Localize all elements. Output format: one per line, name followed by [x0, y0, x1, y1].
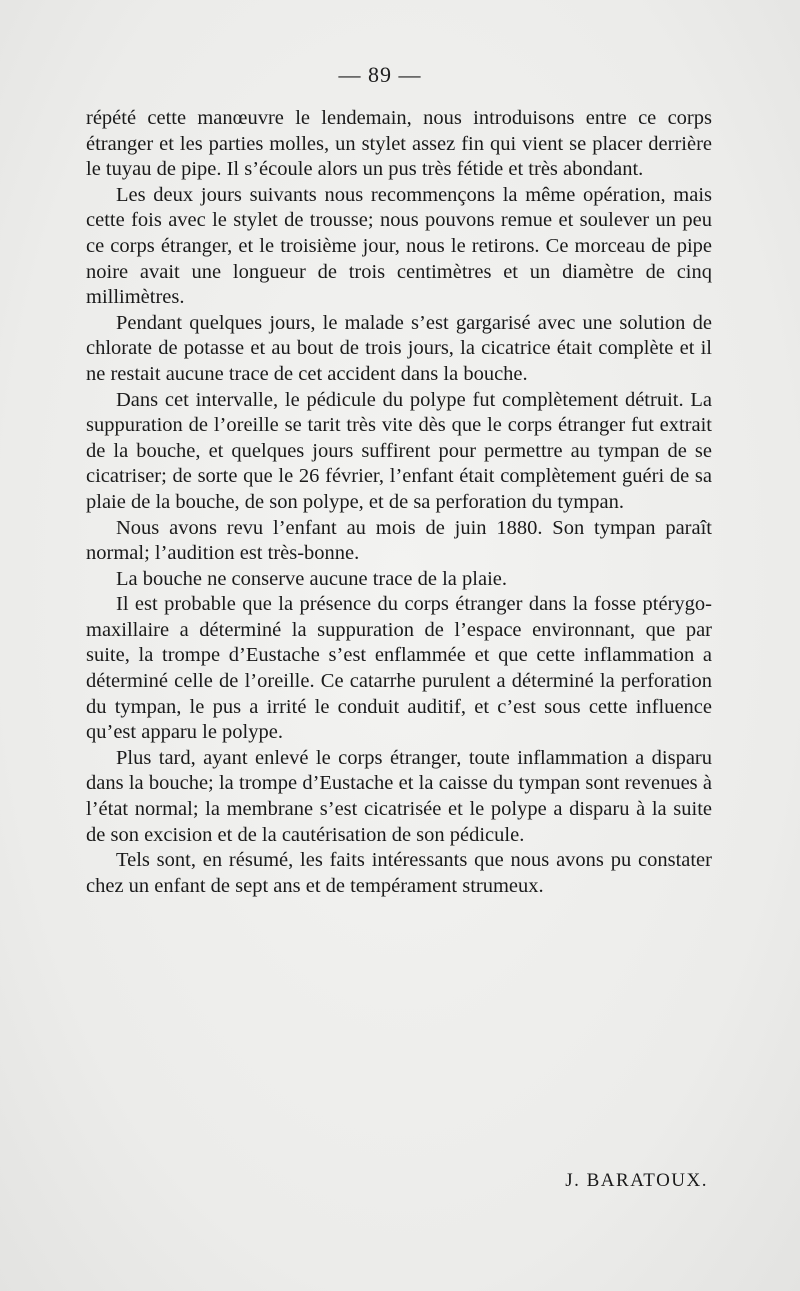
paragraph-3: Pendant quelques jours, le malade s’est gargarisé avec une solution de chlorate de potasse et au bout de trois jours, la cicatrice était complète et il ne restait aucune trace de cet accident dans la bouche. — [86, 311, 712, 385]
paragraph-5: Nous avons revu l’enfant au mois de juin 1880. Son tympan paraît normal; l’audition est très-bonne. — [86, 516, 712, 565]
paragraph-6: La bouche ne conserve aucune trace de la plaie. — [116, 567, 507, 590]
paragraph-8: Plus tard, ayant enlevé le corps étranger, toute inflammation a disparu dans la bouche; la trompe d’Eustache et la caisse du tympan sont revenues à l’état normal; la membrane s’est cicatrisée et le polype a disparu à la suite de son excision et de la cautérisation de son pédicule. — [86, 746, 712, 846]
paragraph-9: Tels sont, en résumé, les faits intéressants que nous avons pu constater chez un enfant de sept ans et de tempérament strumeux. — [86, 849, 712, 897]
page-number: — 89 — — [338, 62, 422, 87]
paragraph-4: Dans cet intervalle, le pédicule du polype fut complètement détruit. La suppuration de l’oreille se tarit très vite dès que le corps étranger fut extrait de la bouche, et quelques jours suffirent pour permettre au tympan de se cicatriser; de sorte que le 26 février, l’enfant était complètement guéri de sa plaie de la bouche, de son polype, et de sa perforation du tympan. — [86, 388, 712, 513]
paragraph-7: Il est probable que la présence du corps étranger dans la fosse ptérygo-maxillaire a déterminé la suppuration de l’espace environnant, que par suite, la trompe d’Eustache s’est enflammée et que cette inflammation a déterminé celle de l’oreille. Ce catarrhe purulent a déterminé la perforation du tympan, le pus a irrité le conduit auditif, et c’est sous cette influence qu’est apparu le polype. — [86, 593, 712, 744]
author-signature: J. BARATOUX. — [565, 1170, 708, 1191]
paragraph-1: répété cette manœuvre le lendemain, nous introduisons entre ce corps étranger et les parties molles, un stylet assez fin qui vient se placer derrière le tuyau de pipe. Il s’écoule alors un pus très fétide et très abondant. — [86, 107, 712, 181]
body-text — [86, 106, 712, 899]
paragraph-2: Les deux jours suivants nous recommençons la même opération, mais cette fois avec le stylet de trousse; nous pouvons remue et soulever un peu ce corps étranger, et le troisième jour, nous le retirons. Ce morceau de pipe noire avait une longueur de trois centimètres et un diamètre de cinq millimètres. — [86, 183, 712, 309]
